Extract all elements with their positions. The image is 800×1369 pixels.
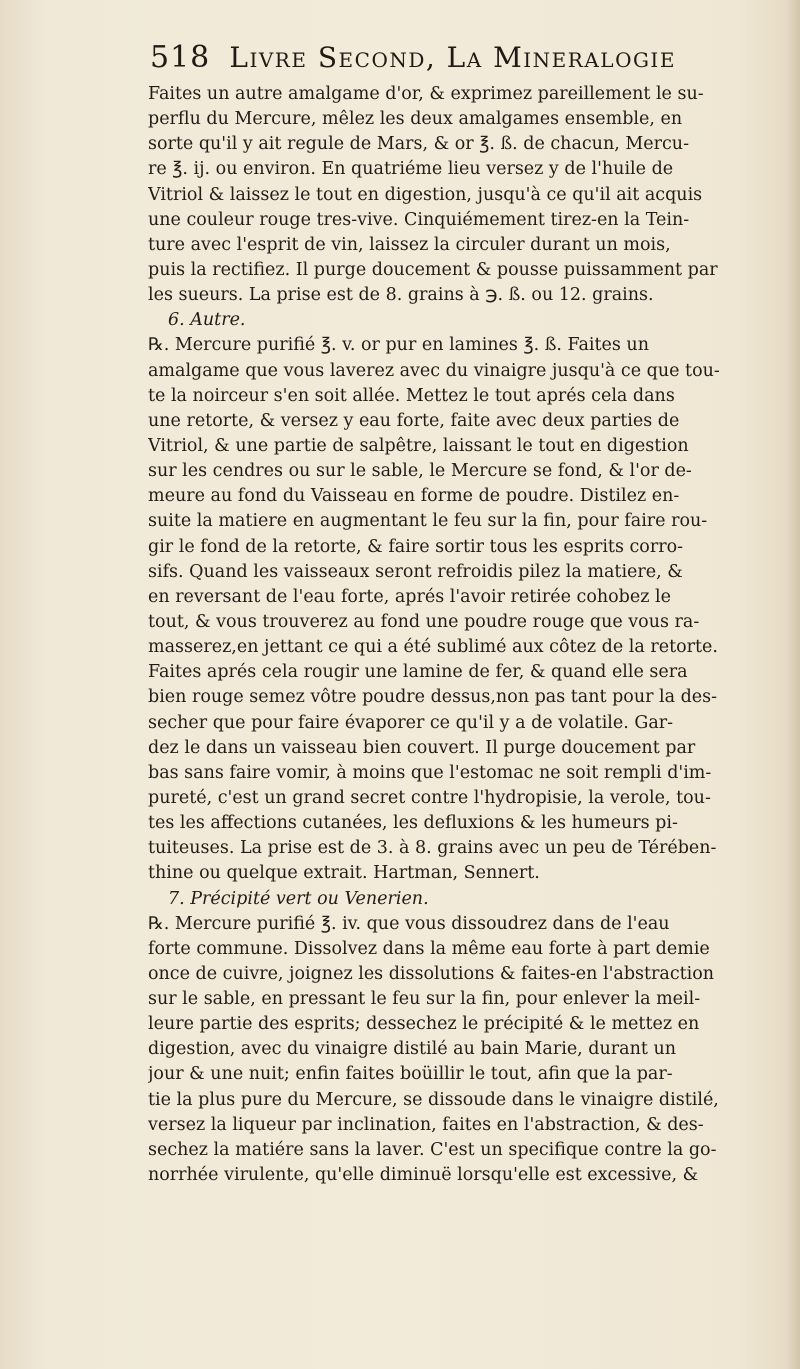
text-line: Faites aprés cela rougir une lamine de fer, & quand elle sera [148, 662, 688, 683]
text-line: suite la matiere en augmentant le feu sur la fin, pour faire rou- [148, 511, 708, 532]
text-line: tuiteuses. La prise est de 3. à 8. grains avec un peu de Térében- [148, 838, 717, 859]
text-line: tie la plus pure du Mercure, se dissoude dans le vinaigre distilé, [148, 1089, 719, 1110]
text-line: sorte qu'il y ait regule de Mars, & or ℥. ß. de chacun, Mercu- [148, 134, 689, 155]
text-line: pureté, c'est un grand secret contre l'hydropisie, la verole, tou- [148, 787, 711, 808]
text-line: digestion, avec du vinaigre distilé au bain Marie, durant un [148, 1039, 676, 1060]
text-line: amalgame que vous laverez avec du vinaigre jusqu'à ce que tou- [148, 360, 720, 381]
text-line: en reversant de l'eau forte, aprés l'avoir retirée cohobez le [148, 586, 671, 607]
recipe-heading: 7. Précipité vert ou Venerien. [168, 888, 429, 909]
text-line: thine ou quelque extrait. Hartman, Sennert. [148, 863, 540, 884]
text-line: secher que pour faire évaporer ce qu'il y a de volatile. Gar- [148, 712, 674, 733]
body-text [148, 82, 790, 1188]
text-line: sifs. Quand les vaisseaux seront refroidis pilez la matiere, & [148, 561, 683, 582]
text-line: ture avec l'esprit de vin, laissez la circuler durant un mois, [148, 234, 671, 255]
text-line: gir le fond de la retorte, & faire sortir tous les esprits corro- [148, 536, 684, 557]
text-line: bien rouge semez vôtre poudre dessus,non pas tant pour la des- [148, 687, 718, 708]
text-line: ℞. Mercure purifié ℥. v. or pur en lamines ℥. ß. Faites un [148, 335, 649, 356]
text-line: sur les cendres ou sur le sable, le Mercure se fond, & l'or de- [148, 461, 692, 482]
text-line: masserez,en jettant ce qui a été sublimé aux côtez de la retorte. [148, 637, 718, 658]
text-line: Vitriol & laissez le tout en digestion, jusqu'à ce qu'il ait acquis [148, 184, 703, 205]
text-line: re ℥. ij. ou environ. En quatriéme lieu versez y de l'huile de [148, 159, 674, 180]
running-head [150, 40, 790, 84]
text-line: une retorte, & versez y eau forte, faite avec deux parties de [148, 410, 680, 431]
text-line: once de cuivre, joignez les dissolutions & faites-en l'abstraction [148, 963, 715, 984]
recipe-heading: 6. Autre. [168, 310, 246, 331]
text-line: perflu du Mercure, mêlez les deux amalgames ensemble, en [148, 109, 683, 130]
text-line: te la noirceur s'en soit allée. Mettez le tout aprés cela dans [148, 385, 675, 406]
text-line: forte commune. Dissolvez dans la même eau forte à part demie [148, 938, 710, 959]
page-number: 518 [150, 40, 211, 75]
text-line: norrhée virulente, qu'elle diminuë lorsqu'elle est excessive, & [148, 1165, 699, 1186]
running-title: Livre Second, La Mineralogie [229, 41, 676, 74]
text-line: bas sans faire vomir, à moins que l'estomac ne soit rempli d'im- [148, 762, 712, 783]
text-line: Vitriol, & une partie de salpêtre, laissant le tout en digestion [148, 435, 689, 456]
text-line: meure au fond du Vaisseau en forme de poudre. Distilez en- [148, 486, 680, 507]
text-line: sechez la matiére sans la laver. C'est un specifique contre la go- [148, 1139, 717, 1160]
text-line: sur le sable, en pressant le feu sur la fin, pour enlever la meil- [148, 989, 701, 1010]
text-line: tes les affections cutanées, les defluxions & les humeurs pi- [148, 813, 678, 834]
text-line: tout, & vous trouverez au fond une poudre rouge que vous ra- [148, 611, 700, 632]
text-line: leure partie des esprits; dessechez le précipité & le mettez en [148, 1014, 700, 1035]
text-line: jour & une nuit; enfin faites boüillir le tout, afin que la par- [148, 1064, 673, 1085]
text-line: dez le dans un vaisseau bien couvert. Il purge doucement par [148, 737, 696, 758]
text-line: une couleur rouge tres-vive. Cinquiémement tirez-en la Tein- [148, 209, 690, 230]
text-line: les sueurs. La prise est de 8. grains à ℈. ß. ou 12. grains. [148, 285, 654, 306]
text-line: Faites un autre amalgame d'or, & exprimez pareillement le su- [148, 84, 704, 104]
text-line: ℞. Mercure purifié ℥. iv. que vous dissoudrez dans de l'eau [148, 913, 670, 934]
text-line: versez la liqueur par inclination, faites en l'abstraction, & des- [148, 1114, 704, 1135]
text-line: puis la rectifiez. Il purge doucement & pousse puissamment par [148, 259, 718, 280]
